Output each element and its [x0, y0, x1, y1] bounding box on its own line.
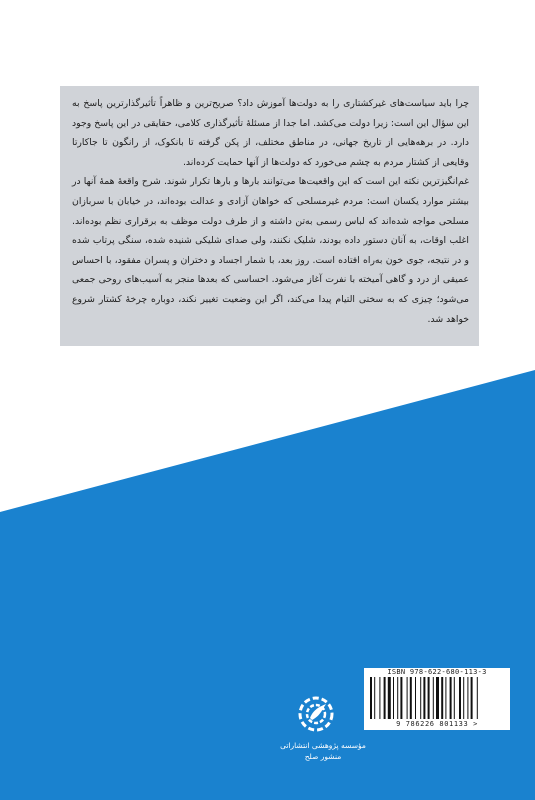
barcode-bars — [370, 677, 504, 719]
barcode-bar — [477, 677, 478, 719]
barcode-bar — [410, 677, 412, 719]
barcode-bar — [423, 677, 425, 719]
barcode-digits: 9 786226 801133 > — [396, 720, 478, 728]
barcode-bar — [384, 677, 386, 719]
blurb-paragraph-2: غم‌انگیزترین نکته این است که این واقعیت‌ها می‌توانند بارها و بارها تکرار شوند. شرح واقعهٔ همهٔ آنها در بیشتر موارد یکسان است: مردم غیرمسلحی که خواهان آزادی و عدالت بوده‌اند، در خیابان با سربازان مسلحی مواجه شده‌اند که لباس رسمی به‌تن داشته و از طرف دولت موظف به برقراری نظم بوده‌اند. اغلب اوقات، به آنان دستور داده بودند، شلیک نکنند، ولی صدای شلیکی شنیده شده، سنگی پرتاب شده و در نتیجه، جوی خون به‌راه افتاده است. روز بعد، با شمار اجساد و دختران و پسران مفقود، با احساس عمیقی از درد و گاهی آمیخته با نفرت آغاز می‌شود. احساسی که بعدها منجر به آسیب‌های روحی جمعی می‌شود؛ چیزی که به سختی التیام پیدا می‌کند، اگر این وضعیت تغییر نکند، دوباره چرخهٔ کشتار شروع خواهد شد. — [72, 176, 469, 325]
blurb-paragraph-1: چرا باید سیاست‌های غیرکشتاری را به دولت‌ها آموزش داد؟ صریح‌ترین و ظاهراً تأثیرگذارترین پاسخ به این سؤال این است: زیرا دولت می‌کشد. اما جدا از مسئلهٔ تأثیرگذاری کلامی، حقایقی در این پاسخ وجود دارد. در برهه‌هایی از تاریخ جهانی، در مناطق مختلف، از پکن گرفته تا بانکوک، از رانگون تا جاکارتا وقایعی از کشتار مردم به چشم می‌خورد که دولت‌ها از آنها حمایت کرده‌اند. — [72, 98, 469, 168]
isbn-barcode — [364, 668, 510, 730]
publisher-name — [268, 740, 378, 762]
blurb-box — [60, 86, 479, 346]
barcode-bar — [415, 677, 416, 719]
barcode-bar — [393, 677, 394, 719]
publisher-line-1: مؤسسه پژوهشی انتشاراتی — [280, 741, 366, 750]
barcode-bar — [436, 677, 439, 719]
barcode-bar — [400, 677, 402, 719]
barcode-bar — [467, 677, 468, 719]
barcode-bar — [420, 677, 421, 719]
barcode-bar — [379, 677, 380, 719]
barcode-bar — [459, 677, 461, 719]
barcode-bar — [471, 677, 473, 719]
barcode-bar — [374, 677, 375, 719]
barcode-bar — [433, 677, 434, 719]
barcode-bar — [463, 677, 464, 719]
barcode-bar — [407, 677, 408, 719]
barcode-bar — [441, 677, 443, 719]
publisher-line-2: منشور صلح — [304, 752, 342, 761]
blue-diagonal-band — [0, 370, 535, 800]
spiral-dove-logo-icon — [296, 694, 336, 736]
barcode-bar — [388, 677, 391, 719]
barcode-bar — [445, 677, 446, 719]
barcode-bar — [397, 677, 398, 719]
barcode-bar — [428, 677, 430, 719]
isbn-text: ISBN 978-622-680-113-3 — [387, 668, 487, 676]
barcode-bar — [370, 677, 372, 719]
barcode-bar — [454, 677, 455, 719]
barcode-bar — [450, 677, 452, 719]
